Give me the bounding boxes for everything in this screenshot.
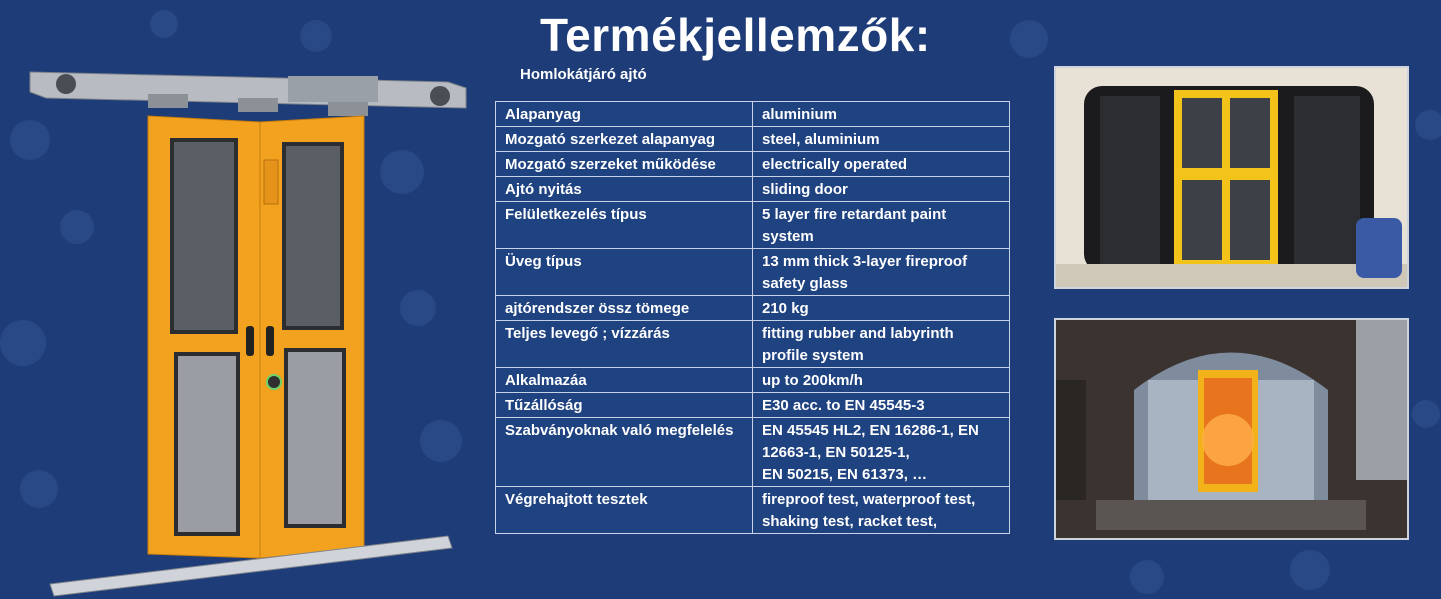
spec-row xyxy=(496,102,1010,127)
spec-value: EN 45545 HL2, EN 16286-1, EN 12663-1, EN 50125-1, EN 50215, EN 61373, … xyxy=(753,418,1010,487)
spec-value: up to 200km/h xyxy=(753,368,1010,393)
spec-label: Alapanyag xyxy=(496,102,753,127)
bokeh-dot xyxy=(1130,560,1164,594)
train-door-photo xyxy=(1054,66,1409,289)
spec-row xyxy=(496,202,1010,249)
spec-label: Felületkezelés típus xyxy=(496,202,753,249)
bokeh-dot xyxy=(300,20,332,52)
spec-value: steel, aluminium xyxy=(753,127,1010,152)
spec-value: fitting rubber and labyrinth profile system xyxy=(753,321,1010,368)
spec-label: Szabványoknak való megfelelés xyxy=(496,418,753,487)
spec-value: 210 kg xyxy=(753,296,1010,321)
bokeh-dot xyxy=(1290,550,1330,590)
spec-row xyxy=(496,296,1010,321)
door-illustration xyxy=(28,64,468,599)
fire-test-photo xyxy=(1054,318,1409,540)
spec-value: aluminium xyxy=(753,102,1010,127)
spec-value: electrically operated xyxy=(753,152,1010,177)
spec-label: Végrehajtott tesztek xyxy=(496,487,753,534)
spec-label: Mozgató szerkezet alapanyag xyxy=(496,127,753,152)
spec-label: Üveg típus xyxy=(496,249,753,296)
spec-value: 13 mm thick 3-layer fireproof safety glass xyxy=(753,249,1010,296)
spec-row xyxy=(496,418,1010,487)
spec-label: Teljes levegő ; vízzárás xyxy=(496,321,753,368)
spec-label: Alkalmazáa xyxy=(496,368,753,393)
spec-row xyxy=(496,393,1010,418)
spec-value: sliding door xyxy=(753,177,1010,202)
spec-label: Tűzállóság xyxy=(496,393,753,418)
spec-value: 5 layer fire retardant paint system xyxy=(753,202,1010,249)
spec-row xyxy=(496,177,1010,202)
page-subtitle: Homlokátjáró ajtó xyxy=(520,66,647,83)
spec-label: Mozgató szerzeket működése xyxy=(496,152,753,177)
spec-row xyxy=(496,152,1010,177)
bokeh-dot xyxy=(150,10,178,38)
spec-row xyxy=(496,321,1010,368)
page-title: Termékjellemzők: xyxy=(540,9,931,61)
bokeh-dot xyxy=(1412,400,1440,428)
spec-row xyxy=(496,368,1010,393)
bokeh-dot xyxy=(1415,110,1441,140)
spec-table xyxy=(495,101,1010,534)
spec-value: fireproof test, waterproof test, shaking test, racket test, xyxy=(753,487,1010,534)
spec-row xyxy=(496,487,1010,534)
spec-value: E30 acc. to EN 45545-3 xyxy=(753,393,1010,418)
spec-row xyxy=(496,249,1010,296)
spec-row xyxy=(496,127,1010,152)
spec-label: ajtórendszer össz tömege xyxy=(496,296,753,321)
spec-label: Ajtó nyitás xyxy=(496,177,753,202)
bokeh-dot xyxy=(1010,20,1048,58)
